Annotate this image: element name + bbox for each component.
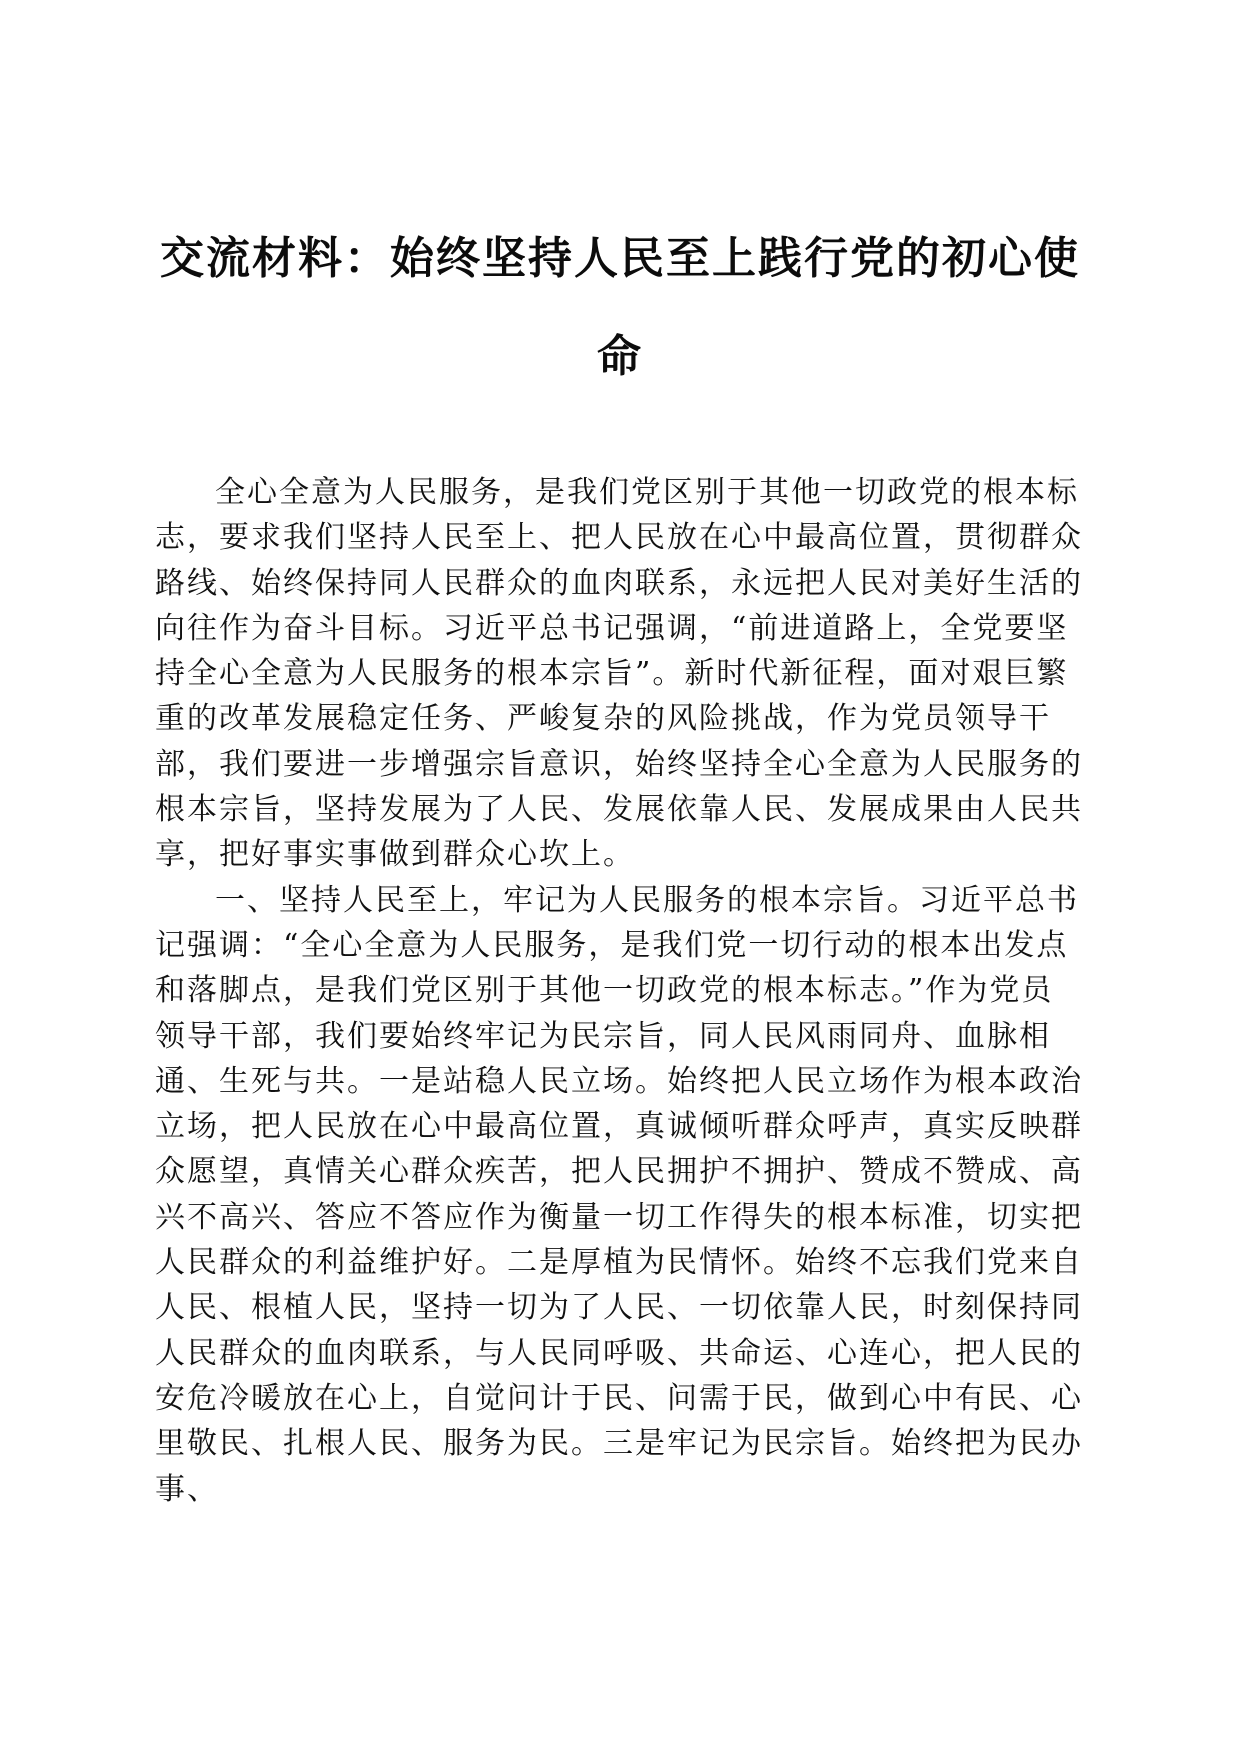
document-title [150, 210, 1090, 406]
document-body [155, 470, 1085, 1512]
paragraph-intro: 全心全意为人民服务，是我们党区别于其他一切政党的根本标志，要求我们坚持人民至上、把人民放在心中最高位置，贯彻群众路线、始终保持同人民群众的血肉联系，永远把人民对美好生活的向往作为奋斗目标。习近平总书记强调，“前进道路上，全党要坚持全心全意为人民服务的根本宗旨”。新时代新征程，面对艰巨繁重的改革发展稳定任务、严峻复杂的风险挑战，作为党员领导干部，我们要进一步增强宗旨意识，始终坚持全心全意为人民服务的根本宗旨，坚持发展为了人民、发展依靠人民、发展成果由人民共享，把好事实事做到群众心坎上。 [155, 475, 1083, 873]
paragraph-section-1: 一、坚持人民至上，牢记为人民服务的根本宗旨。习近平总书记强调：“全心全意为人民服务，是我们党一切行动的根本出发点和落脚点，是我们党区别于其他一切政党的根本标志。”作为党员领导干部，我们要始终牢记为民宗旨，同人民风雨同舟、血脉相通、生死与共。一是站稳人民立场。始终把人民立场作为根本政治立场，把人民放在心中最高位置，真诚倾听群众呼声，真实反映群众愿望，真情关心群众疾苦，把人民拥护不拥护、赞成不赞成、高兴不高兴、答应不答应作为衡量一切工作得失的根本标准，切实把人民群众的利益维护好。二是厚植为民情怀。始终不忘我们党来自人民、根植人民，坚持一切为了人民、一切依靠人民，时刻保持同人民群众的血肉联系，与人民同呼吸、共命运、心连心，把人民的安危冷暖放在心上，自觉问计于民、问需于民，做到心中有民、心里敬民、扎根人民、服务为民。三是牢记为民宗旨。始终把为民办事、 [155, 882, 1083, 1507]
title-line-1: 交流材料：始终坚持人民至上践行党的初心使 [160, 233, 1080, 284]
title-line-2: 命 [597, 331, 643, 382]
